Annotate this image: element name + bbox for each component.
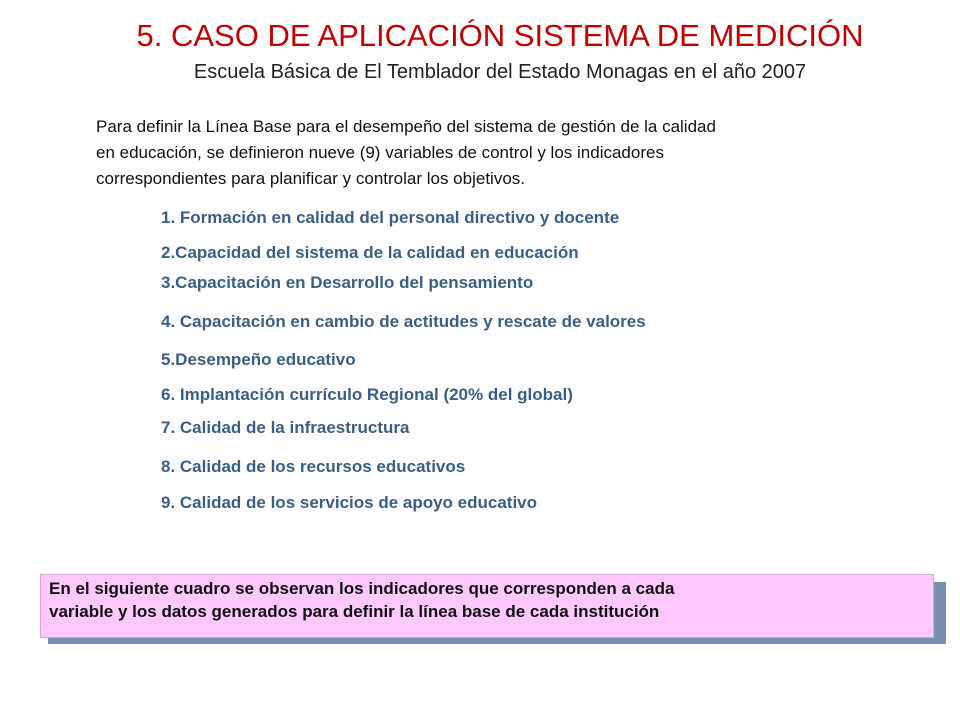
variable-item-1: 1. Formación en calidad del personal directivo y docente [161, 208, 620, 227]
note-line: En el siguiente cuadro se observan los indicadores que corresponden a cada [49, 579, 675, 598]
slide-subtitle: Escuela Básica de El Temblador del Estado Monagas en el año 2007 [193, 61, 807, 83]
variable-item-6: 6. Implantación currículo Regional (20% del global) [161, 385, 573, 404]
slide-title: 5. CASO DE APLICACIÓN SISTEMA DE MEDICIÓN [136, 18, 864, 53]
intro-line: Para definir la Línea Base para el desempeño del sistema de gestión de la calidad [96, 117, 716, 136]
variable-item-9: 9. Calidad de los servicios de apoyo educativo [161, 493, 538, 512]
intro-paragraph [96, 114, 896, 192]
variable-item-4: 4. Capacitación en cambio de actitudes y rescate de valores [161, 312, 646, 331]
note-line: variable y los datos generados para definir la línea base de cada institución [49, 602, 660, 621]
note-box [40, 574, 934, 638]
intro-line: correspondientes para planificar y controlar los objetivos. [96, 169, 526, 188]
variable-item-8: 8. Calidad de los recursos educativos [161, 457, 466, 476]
intro-line: en educación, se definieron nueve (9) variables de control y los indicadores [96, 143, 664, 162]
variable-item-7: 7. Calidad de la infraestructura [161, 418, 410, 437]
variable-item-5: 5.Desempeño educativo [161, 350, 356, 369]
variable-item-3: 3.Capacitación en Desarrollo del pensamiento [161, 273, 534, 292]
variable-item-2: 2.Capacidad del sistema de la calidad en educación [161, 243, 579, 262]
